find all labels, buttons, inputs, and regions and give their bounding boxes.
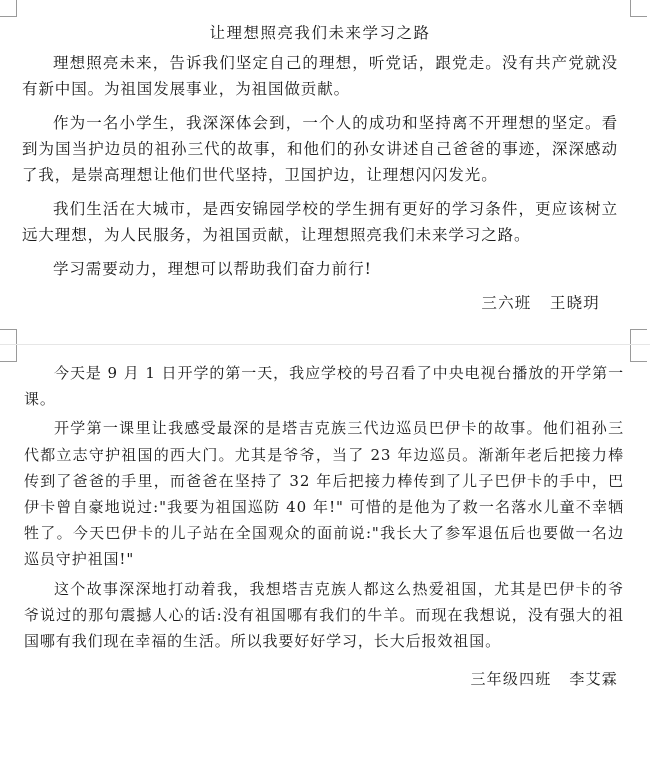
- page-corner-mark: [0, 0, 17, 17]
- essay-1: [22, 20, 618, 316]
- essay-1-paragraph-2: 作为一名小学生，我深深体会到，一个人的成功和坚持离不开理想的坚定。看到为国当护边员的祖孙三代的故事，和他们的孙女讲述自己爸爸的事迹，深深感动了我，是崇高理想让他们世代坚持，卫国护边，让理想闪闪发光。: [22, 114, 618, 184]
- essay-1-paragraph-1: 理想照亮未来，告诉我们坚定自己的理想，听党话，跟党走。没有共产党就没有新中国。为祖国发展事业，为祖国做贡献。: [22, 54, 618, 98]
- essay-1-title: 让理想照亮我们未来学习之路: [209, 24, 431, 42]
- essay-1-paragraph-4: 学习需要动力，理想可以帮助我们奋力前行!: [53, 260, 372, 278]
- document-page-2: [0, 345, 650, 757]
- essay-1-signature: 三六班 王晓玥: [481, 294, 600, 312]
- essay-2-paragraph-3: 这个故事深深地打动着我，我想塔吉克族人都这么热爱祖国，尤其是巴伊卡的爷爷说过的那句震撼人心的话:没有祖国哪有我们的牛羊。而现在我想说，没有强大的祖国哪有我们现在幸福的生活。所以我要好好学习，长大后报效祖国。: [24, 579, 624, 651]
- essay-2: [24, 360, 624, 692]
- document-page-1: [0, 0, 650, 345]
- essay-1-paragraph-3: 我们生活在大城市，是西安锦园学校的学生拥有更好的学习条件，更应该树立远大理想，为人民服务，为祖国贡献，让理想照亮我们未来学习之路。: [22, 200, 618, 244]
- essay-2-paragraph-2: 开学第一课里让我感受最深的是塔吉克族三代边巡员巴伊卡的故事。他们祖孙三代都立志守护祖国的西大门。尤其是爷爷，当了 23 年边巡员。渐渐年老后把接力棒传到了爸爸的手里，而爸爸在坚持了 32 年后把接力棒传到了儿子巴伊卡的手中，巴伊卡曾自豪地说过:"我要为祖国巡防 40 年!" 可惜的是他为了救一名落水儿童不幸牺牲了。今天巴伊卡的儿子站在全国观众的面前说:"我长大了参军退伍后也要做一名边巡员守护祖国!": [24, 419, 624, 569]
- page-corner-mark: [630, 345, 647, 362]
- essay-2-signature: 三年级四班 李艾霖: [470, 670, 618, 689]
- page-corner-mark: [0, 345, 17, 362]
- page-corner-mark: [630, 0, 647, 17]
- essay-2-paragraph-1: 今天是 9 月 1 日开学的第一天，我应学校的号召看了中央电视台播放的开学第一课。: [24, 364, 624, 409]
